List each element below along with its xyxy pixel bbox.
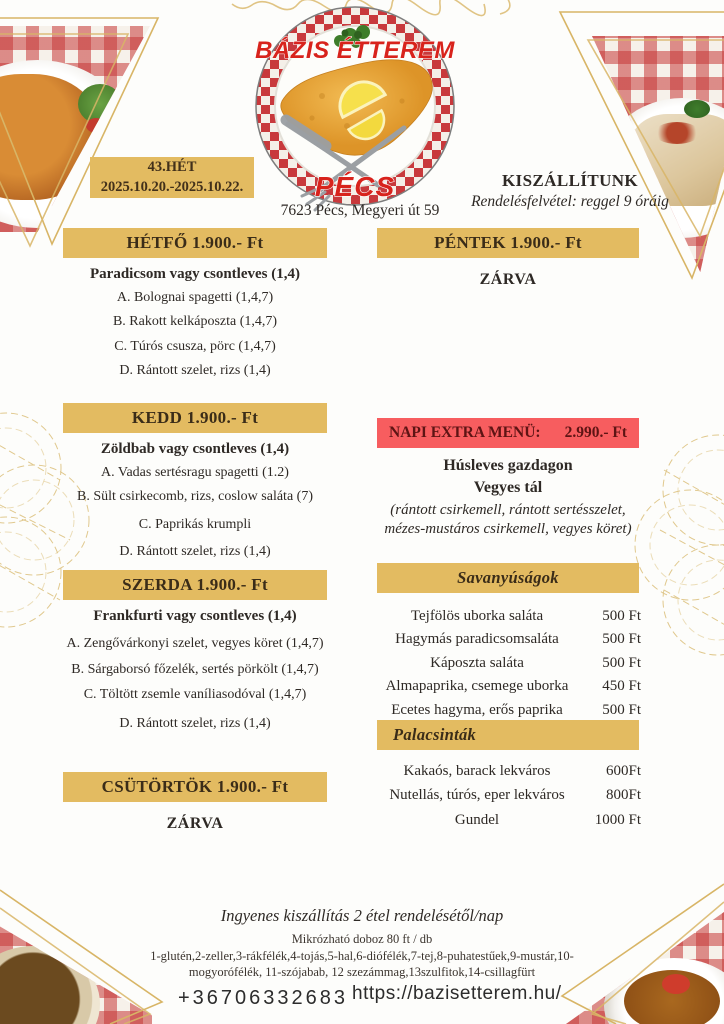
item-price: 500 Ft bbox=[602, 608, 641, 624]
phone-number: +36706332683 bbox=[178, 987, 349, 1009]
extra-menu-banner bbox=[377, 418, 639, 448]
item-price: 450 Ft bbox=[602, 678, 641, 695]
menu-item: A. Vadas sertésragu spagetti (1.2) bbox=[101, 465, 289, 480]
monday-section bbox=[57, 228, 333, 383]
price-row bbox=[371, 628, 645, 651]
week-banner bbox=[90, 157, 254, 198]
week-dates: 2025.10.20.-2025.10.22. bbox=[100, 178, 244, 195]
menu-item: B. Sült csirkecomb, rizs, coslow saláta (7) bbox=[76, 489, 313, 505]
price-row bbox=[371, 759, 645, 783]
item-name: Hagymás paradicsomsaláta bbox=[395, 631, 559, 648]
menu-item: D. Rántott szelet, rizs (1,4) bbox=[119, 544, 271, 560]
extra-menu-line1: Húsleves gazdagon bbox=[443, 457, 573, 474]
week-label: 43.HÉT bbox=[147, 159, 197, 175]
friday-header: PÉNTEK 1.900.- Ft bbox=[377, 228, 639, 258]
monday-header: HÉTFŐ 1.900.- Ft bbox=[63, 228, 327, 258]
tomato-slice bbox=[662, 974, 690, 994]
friday-section bbox=[371, 228, 645, 289]
soup-line: Paradicsom vagy csontleves (1,4) bbox=[90, 266, 300, 282]
photo-bottom-right-dish bbox=[566, 912, 724, 1024]
item-name: Gundel bbox=[454, 811, 500, 828]
pickles-header: Savanyúságok bbox=[377, 563, 639, 593]
pancakes-header: Palacsinták bbox=[377, 720, 639, 750]
menu-item: D. Rántott szelet, rizs (1,4) bbox=[119, 716, 271, 732]
menu-item: A. Zengővárkonyi szelet, vegyes köret (1,4,7) bbox=[66, 636, 324, 651]
address: 7623 Pécs, Megyeri út 59 bbox=[280, 202, 440, 219]
price-row bbox=[371, 652, 645, 675]
wednesday-header: SZERDA 1.900.- Ft bbox=[63, 570, 327, 600]
item-name: Káposzta saláta bbox=[430, 654, 524, 671]
extra-menu-price: 2.990.- Ft bbox=[564, 424, 627, 441]
thursday-section bbox=[57, 772, 333, 833]
extra-menu-body bbox=[371, 453, 645, 539]
wednesday-section bbox=[57, 570, 333, 736]
menu-item: D. Rántott szelet, rizs (1,4) bbox=[119, 363, 271, 379]
item-price: 800Ft bbox=[605, 787, 641, 804]
item-price: 1000 Ft bbox=[594, 811, 641, 828]
microwave-box-note: Mikrózható doboz 80 ft / db bbox=[291, 932, 433, 946]
delivery-info bbox=[443, 171, 697, 211]
salad-blob bbox=[78, 84, 122, 124]
tuesday-section bbox=[57, 403, 333, 564]
thursday-header: CSÜTÖRTÖK 1.900.- Ft bbox=[63, 772, 327, 802]
menu-item: C. Töltött zsemle vaníliasodóval (1,4,7) bbox=[83, 686, 307, 702]
item-price: 500 Ft bbox=[602, 631, 641, 648]
item-name: Ecetes hagyma, erős paprika bbox=[391, 701, 563, 718]
menu-item: B. Rakott kelkáposzta (1,4,7) bbox=[112, 314, 278, 330]
item-name: Tejfölös uborka saláta bbox=[410, 608, 544, 624]
price-row bbox=[371, 699, 645, 722]
delivery-title: KISZÁLLÍTUNK bbox=[501, 171, 639, 190]
paprika-dust bbox=[654, 122, 700, 144]
tuesday-header: KEDD 1.900.- Ft bbox=[63, 403, 327, 433]
price-row bbox=[371, 675, 645, 698]
pancakes-section bbox=[371, 720, 645, 832]
logo-title: BÁZIS ÉTTEREM bbox=[255, 37, 455, 64]
logo-city: PÉCS bbox=[314, 171, 396, 202]
extra-menu-description: (rántott csirkemell, rántott sertésszelet, mézes-mustáros csirkemell, vegyes köret) bbox=[384, 502, 632, 538]
soup-line: Frankfurti vagy csontleves (1,4) bbox=[93, 608, 297, 624]
menu-item: B. Sárgaborsó főzelék, sertés pörkölt (1,4,7) bbox=[71, 662, 319, 678]
menu-item: C. Paprikás krumpli bbox=[138, 516, 252, 532]
restaurant-logo bbox=[252, 6, 458, 212]
menu-item: A. Bolognai spagetti (1,4,7) bbox=[116, 290, 274, 305]
website-url: https://bazisetterem.hu/ bbox=[352, 983, 562, 1004]
closed-label: ZÁRVA bbox=[479, 271, 537, 288]
menu-item: C. Túrós csusza, pörc (1,4,7) bbox=[114, 338, 276, 354]
pickles-section bbox=[371, 563, 645, 722]
free-delivery-note: Ingyenes kiszállítás 2 étel rendelésétől/nap bbox=[220, 906, 504, 925]
item-name: Nutellás, túrós, eper lekváros bbox=[389, 787, 565, 804]
item-name: Kakaós, barack lekváros bbox=[403, 763, 551, 779]
price-row bbox=[371, 783, 645, 807]
soup-line: Zöldbab vagy csontleves (1,4) bbox=[100, 441, 290, 457]
extra-menu-label: NAPI EXTRA MENÜ: bbox=[389, 424, 541, 441]
soup-bowl bbox=[0, 946, 100, 1024]
tomato-blob bbox=[86, 118, 106, 133]
extra-menu-line2: Vegyes tál bbox=[473, 479, 543, 497]
price-row bbox=[371, 808, 645, 832]
item-price: 600Ft bbox=[605, 763, 641, 779]
allergen-list: 1-glutén,2-zeller,3-rákfélék,4-tojás,5-hal,6-diófélék,7-tej,8-puhatestűek,9-mustár,10-mogyorófélék, 11-szójabab, 12 szezámmag,13szulfitok,14-csillagfürt bbox=[150, 949, 574, 979]
spirograph-right bbox=[635, 435, 724, 655]
closed-label: ZÁRVA bbox=[166, 815, 224, 832]
item-price: 500 Ft bbox=[602, 701, 641, 718]
item-name: Almapaprika, csemege uborka bbox=[385, 678, 569, 695]
delivery-subtitle: Rendelésfelvétel: reggel 9 óráig bbox=[471, 193, 669, 210]
item-price: 500 Ft bbox=[602, 654, 641, 671]
parsley-garnish bbox=[684, 100, 710, 118]
photo-top-left-dish bbox=[0, 26, 150, 232]
price-row bbox=[371, 605, 645, 628]
